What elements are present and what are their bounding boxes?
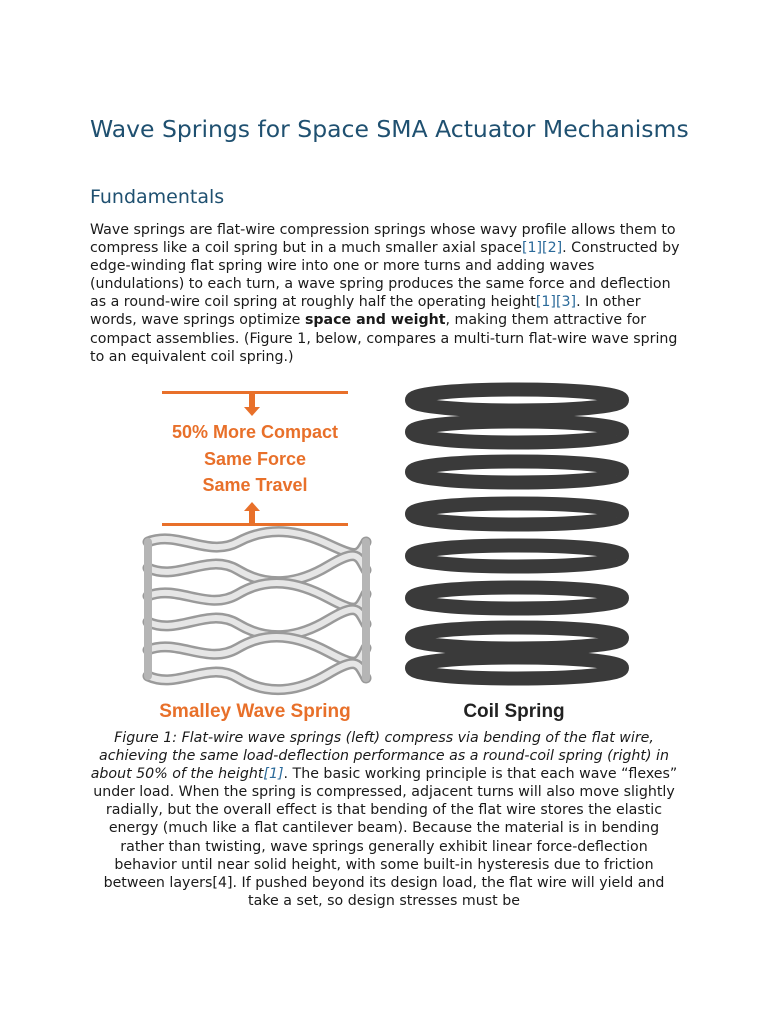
- compact-text: 50% More Compact: [171, 422, 339, 442]
- intro-paragraph: [90, 221, 690, 366]
- wave-spring-label: Smalley Wave Spring: [159, 701, 351, 722]
- document-title: Wave Springs for Space SMA Actuator Mechanisms: [90, 115, 689, 143]
- up-arrow-shaft: [249, 510, 255, 524]
- top-limit-line: [162, 391, 348, 394]
- bottom-limit-line: [162, 523, 348, 526]
- citation-link[interactable]: [3]: [555, 294, 577, 311]
- intro-text: Wave springs are flat-wire compression springs whose wavy profile allows them to compress like a coil spring but in a much smaller axial space: [90, 222, 676, 257]
- compact-indicator: [162, 391, 348, 526]
- citation-link[interactable]: [1]: [263, 766, 284, 783]
- caption-italic: Figure 1: Flat-wire wave springs (left) compress via bending of the flat wire, achieving the same load-deflection performance as a round-coil spring (right) in about 50% of the height: [90, 730, 669, 783]
- intro-emphasis: space and weight: [304, 312, 446, 329]
- citation-link[interactable]: [2]: [542, 240, 563, 257]
- caption-body: . The basic working principle is that each wave “flexes” under load. When the spring is compressed, adjacent turns will also move slightly radially, but the overall effect is that bending of the flat wire stores the elastic energy (much like a flat cantilever beam). Because the material is in bending rather than twisting, wave springs generally exhibit linear force-deflection behavior until near solid height, with some built-in hysteresis due to friction between layers[4]. If pushed beyond its design load, the flat wire will yield and take a set, so design stresses must be: [93, 766, 678, 909]
- intro-text: , making them attractive for compact assemblies. (Figure 1, below, compares a multi-turn flat-wire wave spring to an equivalent coil spring.): [90, 312, 678, 365]
- coil-spring-image: [412, 390, 622, 679]
- coil-spring-label: Coil Spring: [463, 701, 565, 722]
- figure-graphic: [120, 380, 650, 725]
- down-arrow-icon: [244, 407, 260, 416]
- intro-text: . In other words, wave springs optimize: [90, 294, 641, 329]
- force-text: Same Force: [203, 449, 307, 469]
- spring-comparison-figure: [120, 380, 650, 725]
- up-arrow-icon: [244, 502, 260, 511]
- travel-text: Same Travel: [202, 475, 308, 495]
- section-heading: Fundamentals: [90, 186, 225, 208]
- citation-link[interactable]: [1]: [521, 240, 543, 257]
- citation-link[interactable]: [1]: [535, 294, 556, 311]
- wave-spring-image: [148, 532, 366, 690]
- intro-text: . Constructed by edge-winding flat spring wire into one or more turns and adding waves (undulations) to each turn, a wave spring produces the same force and deflection as a round-wire coil spring at roughly half the operating height: [90, 240, 680, 311]
- figure-caption: [88, 729, 680, 910]
